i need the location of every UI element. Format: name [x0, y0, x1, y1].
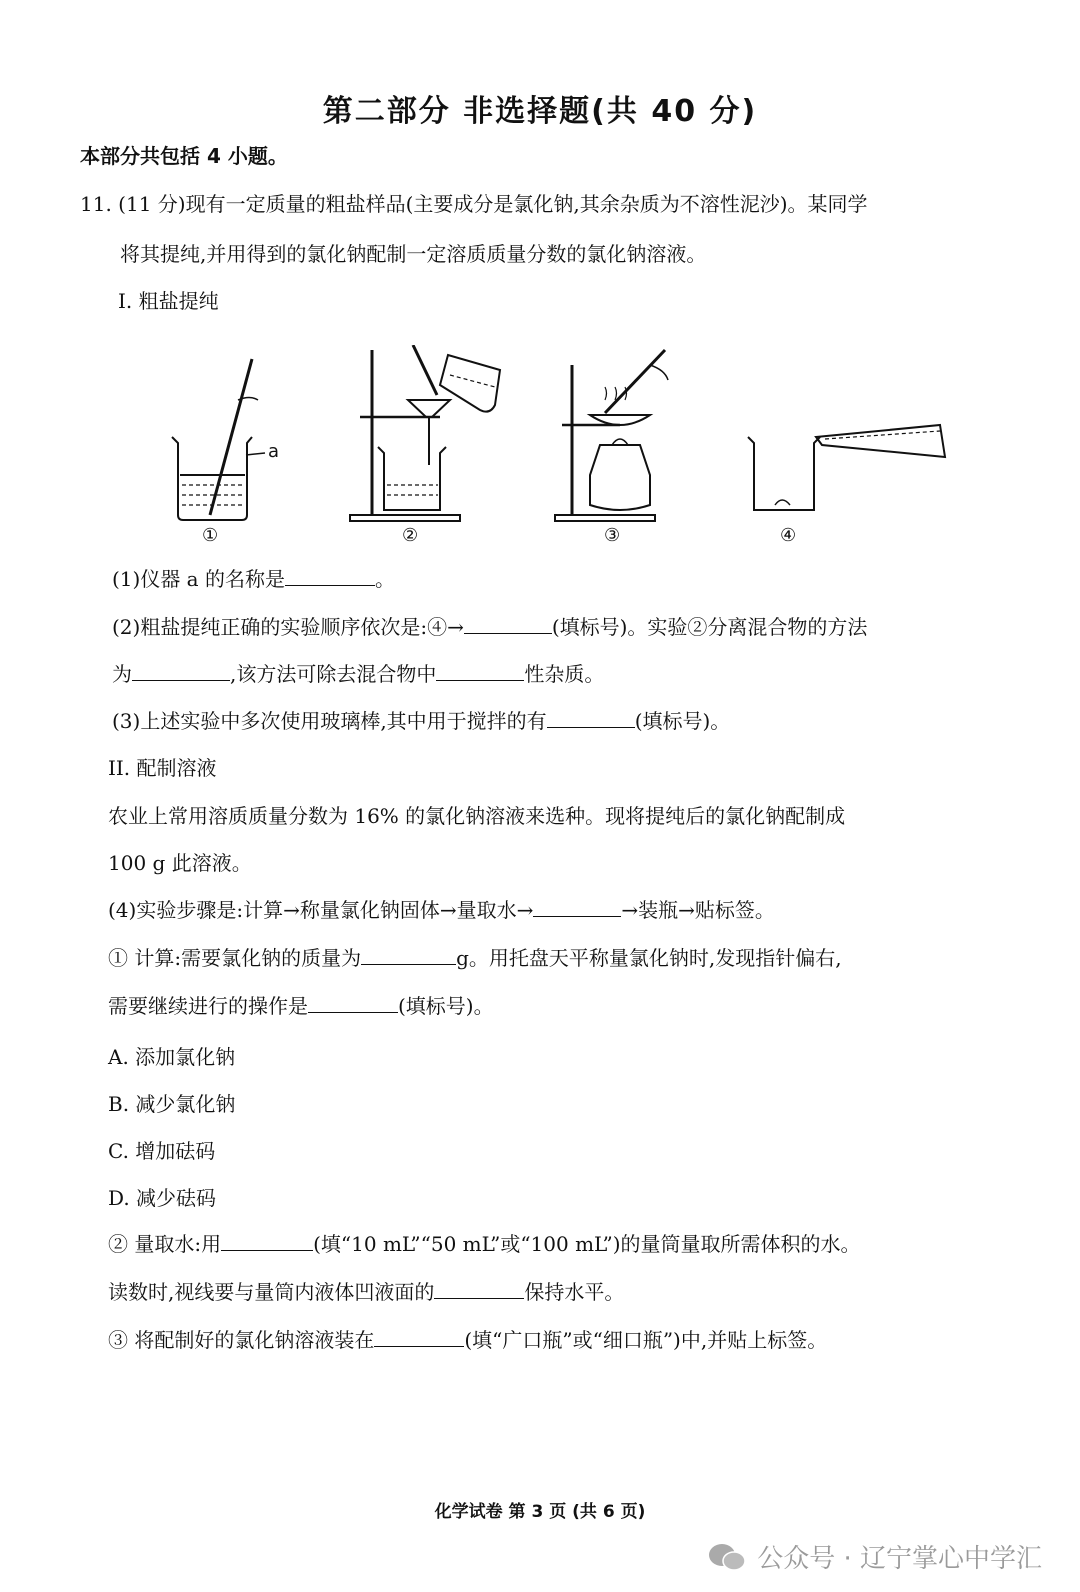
- pouring-figure: [748, 425, 945, 510]
- step-1-line2: [108, 992, 494, 1020]
- sub3-text-b: (填标号)。: [634, 709, 731, 733]
- instrument-a-label: a: [268, 441, 280, 462]
- part2-text-line2: 100 g 此溶液。: [108, 851, 252, 875]
- sub-question-4: [108, 896, 775, 924]
- sub1-text: (1)仪器 a 的名称是: [112, 567, 285, 591]
- sub4-text-b: →装瓶→贴标签。: [621, 898, 775, 922]
- answer-blank-9[interactable]: [221, 1230, 313, 1251]
- step-1-line1: [108, 944, 842, 972]
- answer-blank-7[interactable]: [361, 944, 456, 965]
- option-b[interactable]: B. 减少氯化钠: [108, 1092, 236, 1116]
- step3-text-b: (填“广口瓶”或“细口瓶”)中,并贴上标签。: [464, 1328, 828, 1352]
- answer-blank-2[interactable]: [464, 613, 552, 634]
- section-title: 第二部分 非选择题(共 40 分): [322, 94, 758, 129]
- figure-label-2: ②: [402, 525, 419, 546]
- section-intro: 本部分共包括 4 小题。: [80, 144, 288, 168]
- step-3: [108, 1326, 827, 1354]
- sub2-text-b: (填标号)。实验②分离混合物的方法: [551, 615, 868, 639]
- sub2-text-e: 性杂质。: [524, 662, 605, 686]
- answer-blank-11[interactable]: [374, 1326, 464, 1347]
- step1-text-a: ① 计算:需要氯化钠的质量为: [108, 946, 362, 970]
- sub-question-3: [112, 707, 730, 735]
- sub2-text-c: 为: [112, 662, 132, 686]
- sub2-text-d: ,该方法可除去混合物中: [230, 662, 437, 686]
- step2-text-c: 读数时,视线要与量筒内液体凹液面的: [108, 1280, 435, 1304]
- step2-text-b: (填“10 mL”“50 mL”或“100 mL”)的量筒量取所需体积的水。: [313, 1232, 861, 1256]
- figure-label-4: ④: [780, 525, 797, 546]
- sub2-text-a: (2)粗盐提纯正确的实验顺序依次是:④→: [112, 615, 464, 639]
- page-footer: 化学试卷 第 3 页 (共 6 页): [434, 1502, 646, 1522]
- option-a[interactable]: A. 添加氯化钠: [108, 1045, 236, 1069]
- evaporation-figure: [555, 350, 668, 521]
- watermark-text: 公众号 · 辽宁掌心中学汇: [757, 1544, 1042, 1574]
- sub-question-2-line2: [112, 660, 604, 688]
- option-d[interactable]: D. 减少砝码: [108, 1186, 217, 1210]
- wechat-icon: [707, 1542, 747, 1572]
- sub-question-2-line1: [112, 613, 867, 641]
- answer-blank-6[interactable]: [533, 896, 621, 917]
- step-2-line2: [108, 1278, 624, 1306]
- step2-text-a: ② 量取水:用: [108, 1232, 222, 1256]
- question-11-line2: 将其提纯,并用得到的氯化钠配制一定溶质质量分数的氯化钠溶液。: [120, 242, 707, 266]
- part2-text-line1: 农业上常用溶质质量分数为 16% 的氯化钠溶液来选种。现将提纯后的氯化钠配制成: [108, 804, 846, 828]
- answer-blank-5[interactable]: [547, 707, 635, 728]
- option-c[interactable]: C. 增加砝码: [108, 1139, 216, 1163]
- answer-blank-1[interactable]: [285, 565, 375, 586]
- step2-text-d: 保持水平。: [524, 1280, 625, 1304]
- step1-text-b: g。用托盘天平称量氯化钠时,发现指针偏右,: [456, 946, 842, 970]
- step1-text-d: (填标号)。: [398, 994, 494, 1018]
- step1-text-c: 需要继续进行的操作是: [108, 994, 308, 1018]
- filtration-figure: [350, 345, 500, 521]
- sub3-text-a: (3)上述实验中多次使用玻璃棒,其中用于搅拌的有: [112, 709, 547, 733]
- answer-blank-8[interactable]: [308, 992, 398, 1013]
- beaker-stir-figure: [172, 359, 265, 520]
- experiment-figures: [150, 345, 970, 555]
- step-2-line1: [108, 1230, 861, 1258]
- step3-text-a: ③ 将配制好的氯化钠溶液装在: [108, 1328, 375, 1352]
- part1-heading: I. 粗盐提纯: [118, 289, 219, 313]
- answer-blank-3[interactable]: [132, 660, 230, 681]
- question-11-line1: 11. (11 分)现有一定质量的粗盐样品(主要成分是氯化钠,其余杂质为不溶性泥沙)。某同学: [80, 192, 868, 216]
- figure-label-3: ③: [604, 525, 621, 546]
- sub-question-1: [112, 565, 395, 593]
- sub1-end: 。: [374, 567, 395, 591]
- answer-blank-10[interactable]: [434, 1278, 524, 1299]
- answer-blank-4[interactable]: [436, 660, 524, 681]
- figure-label-1: ①: [202, 525, 219, 546]
- watermark: [707, 1538, 1042, 1575]
- sub4-text-a: (4)实验步骤是:计算→称量氯化钠固体→量取水→: [108, 898, 534, 922]
- part2-heading: II. 配制溶液: [108, 756, 217, 780]
